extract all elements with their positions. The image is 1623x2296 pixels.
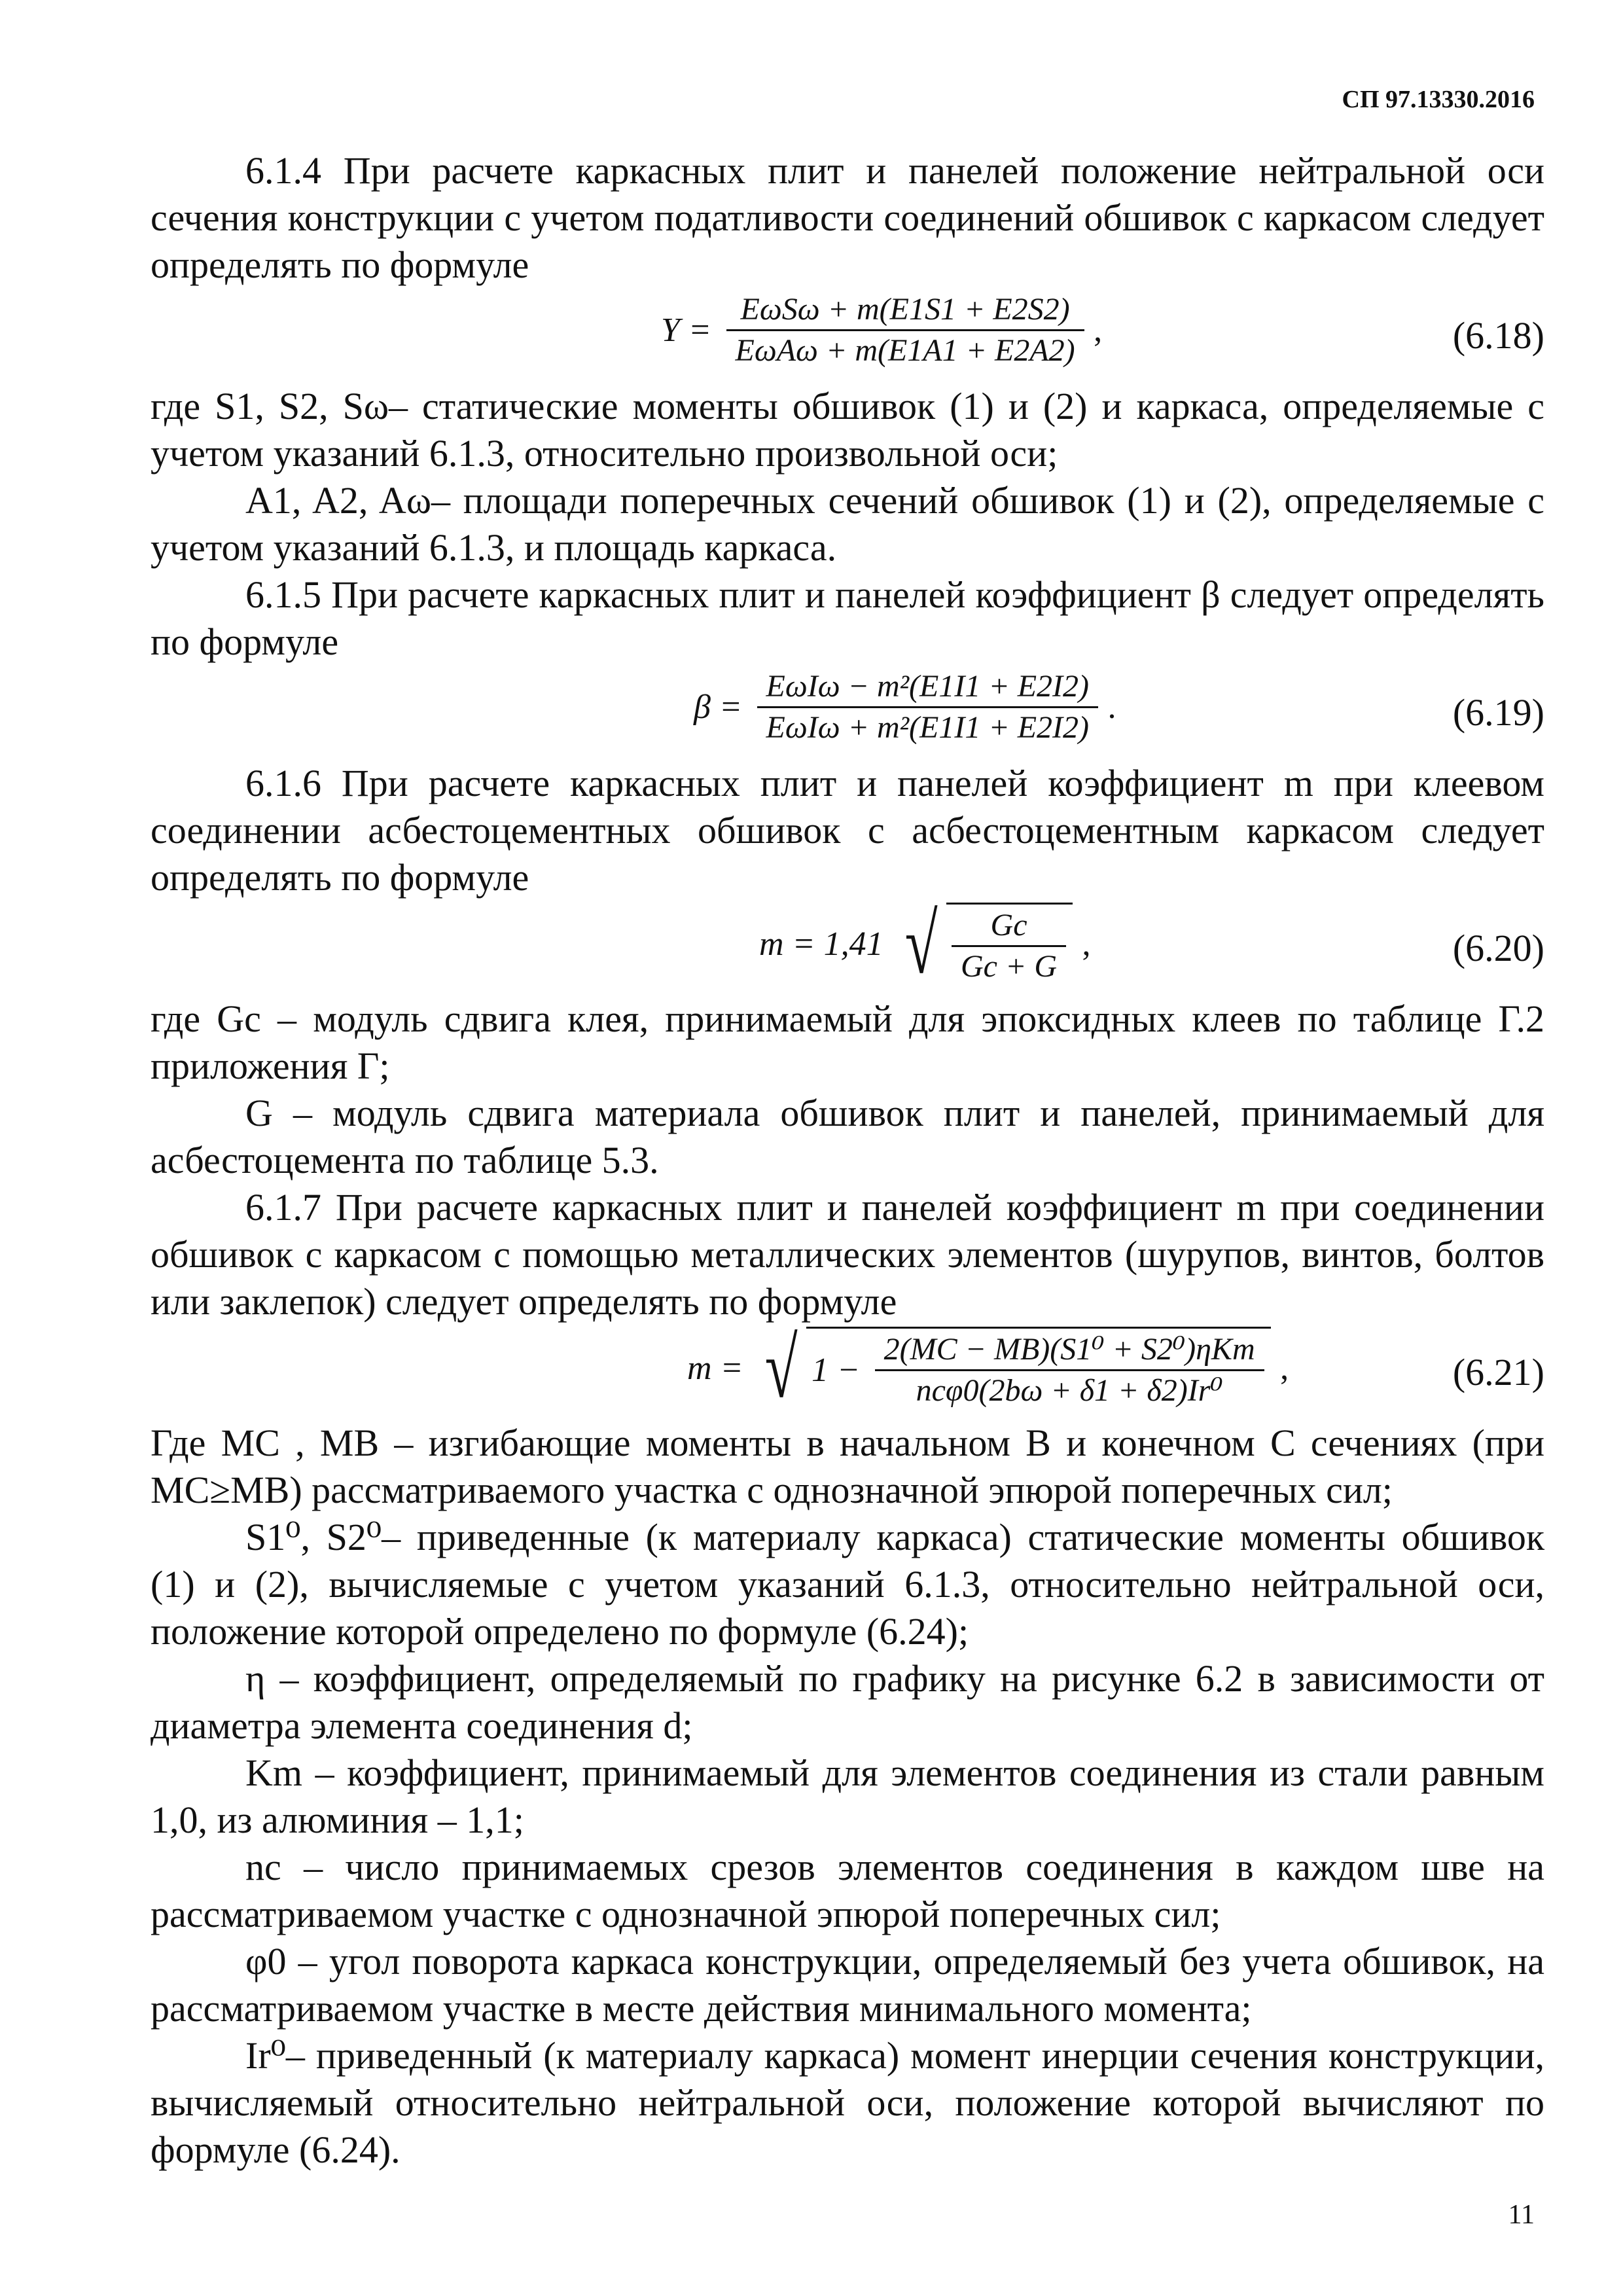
page-number: 11 [1508, 2200, 1535, 2230]
section-6-1-6-where-g: G – модуль сдвига материала обшивок плит и панелей, принимаемый для асбестоцемента по таблице 5.3. [151, 1092, 1544, 1181]
formula-6-20-number: (6.20) [1452, 927, 1544, 969]
formula-6-21-punct: , [1280, 1350, 1289, 1387]
formula-6-20-punct: , [1082, 925, 1091, 963]
section-6-1-7-intro: 6.1.7 При расчете каркасных плит и панелей коэффициент m при соединении обшивок с каркасом с помощью металлических элементов (шурупов, винтов, болтов или заклепок) следует определять по формуле [151, 1186, 1544, 1323]
section-6-1-4-intro: 6.1.4 При расчете каркасных плит и панелей положение нейтральной оси сечения конструкции с учетом податливости соединений обшивок с каркасом следует определять по формуле [151, 149, 1544, 286]
section-6-1-7-where-eta: η – коэффициент, определяемый по графику на рисунке 6.2 в зависимости от диаметра элемента соединения d; [151, 1657, 1544, 1747]
section-6-1-5-intro: 6.1.5 При расчете каркасных плит и панелей коэффициент β следует определять по формуле [151, 573, 1544, 663]
formula-6-18-denominator: EωAω + m(E1A1 + E2A2) [735, 333, 1075, 368]
formula-6-20 [151, 897, 1544, 993]
formula-6-18-expression [661, 290, 1107, 370]
formula-6-21 [151, 1321, 1544, 1417]
formula-6-21-one-minus: 1 − [812, 1351, 861, 1389]
formula-6-19-numerator: EωIω − m²(E1I1 + E2I2) [757, 667, 1099, 708]
formula-6-20-numerator: Gc [952, 906, 1066, 947]
formula-6-18-numerator: EωSω + m(E1S1 + E2S2) [726, 290, 1084, 331]
formula-6-18 [151, 290, 1544, 380]
section-6-1-7-where-m: Где MC , MB – изгибающие моменты в начальном B и конечном C сечениях (при MC≥MB) рассматриваемого участка с однозначной эпюрой поперечных сил; [151, 1422, 1544, 1511]
section-6-1-7-where-ir: Ir⁰– приведенный (к материалу каркаса) момент инерции сечения конструкции, вычисляемый относительно нейтральной оси, положение которой вычисляют по формуле (6.24). [151, 2034, 1544, 2171]
formula-6-18-number: (6.18) [1452, 314, 1544, 357]
formula-6-21-radicand [806, 1327, 1271, 1410]
formula-6-20-lhs: m = 1,41 [759, 925, 883, 963]
section-6-1-7-where-phi: φ0 – угол поворота каркаса конструкции, определяемый без учета обшивок, на рассматриваемом участке в месте действия минимального момента; [151, 1940, 1544, 2030]
formula-6-19-fraction [757, 667, 1099, 747]
document-code-header: СП 97.13330.2016 [1342, 86, 1535, 113]
formula-6-20-denominator: Gc + G [961, 949, 1058, 984]
section-6-1-6-intro: 6.1.6 При расчете каркасных плит и панелей коэффициент m при клеевом соединении асбестоцементных обшивок с асбестоцементным каркасом следует определять по формуле [151, 762, 1544, 899]
formula-6-20-expression [759, 897, 1096, 992]
formula-6-21-denominator: ncφ0(2bω + δ1 + δ2)Ir⁰ [916, 1373, 1223, 1408]
square-root-icon: √ [764, 1321, 798, 1416]
formula-6-19-number: (6.19) [1452, 691, 1544, 734]
formula-6-19 [151, 667, 1544, 757]
section-6-1-7-where-s: S1⁰, S2⁰– приведенные (к материалу каркаса) статические моменты обшивок (1) и (2), вычисляемые с учетом указаний 6.1.3, относительно нейтральной оси, положение которой определено по формуле (6.24); [151, 1516, 1544, 1653]
formula-6-19-denominator: EωIω + m²(E1I1 + E2I2) [766, 710, 1089, 745]
section-6-1-7-where-km: Km – коэффициент, принимаемый для элементов соединения из стали равным 1,0, из алюминия – 1,1; [151, 1751, 1544, 1841]
formula-6-18-punct: , [1094, 311, 1103, 349]
formula-6-21-number: (6.21) [1452, 1351, 1544, 1393]
formula-6-18-lhs: Y = [661, 311, 712, 349]
section-6-1-4-where-s: где S1, S2, Sω– статические моменты обшивок (1) и (2) и каркаса, определяемые с учетом указаний 6.1.3, относительно произвольной оси; [151, 385, 1544, 475]
section-6-1-4-where-a: A1, A2, Aω– площади поперечных сечений обшивок (1) и (2), определяемые с учетом указаний 6.1.3, и площадь каркаса. [151, 479, 1544, 569]
formula-6-21-numerator: 2(MC − MB)(S1⁰ + S2⁰)ηKm [875, 1330, 1264, 1371]
section-6-1-7-where-nc: nc – число принимаемых срезов элементов соединения в каждом шве на рассматриваемом участке с однозначной эпюрой поперечных сил; [151, 1846, 1544, 1935]
section-6-1-6-where-gc: где Gc – модуль сдвига клея, принимаемый для эпоксидных клеев по таблице Г.2 приложения Г; [151, 997, 1544, 1087]
document-body [151, 147, 1544, 2174]
formula-6-21-lhs: m = [687, 1350, 743, 1387]
formula-6-21-fraction [875, 1330, 1264, 1410]
square-root-icon: √ [904, 897, 938, 992]
formula-6-20-fraction [946, 903, 1073, 986]
formula-6-21-expression [687, 1321, 1294, 1416]
formula-6-19-lhs: β = [694, 688, 742, 726]
formula-6-18-fraction [726, 290, 1084, 370]
formula-6-19-expression [694, 667, 1122, 747]
formula-6-19-punct: . [1107, 688, 1116, 726]
